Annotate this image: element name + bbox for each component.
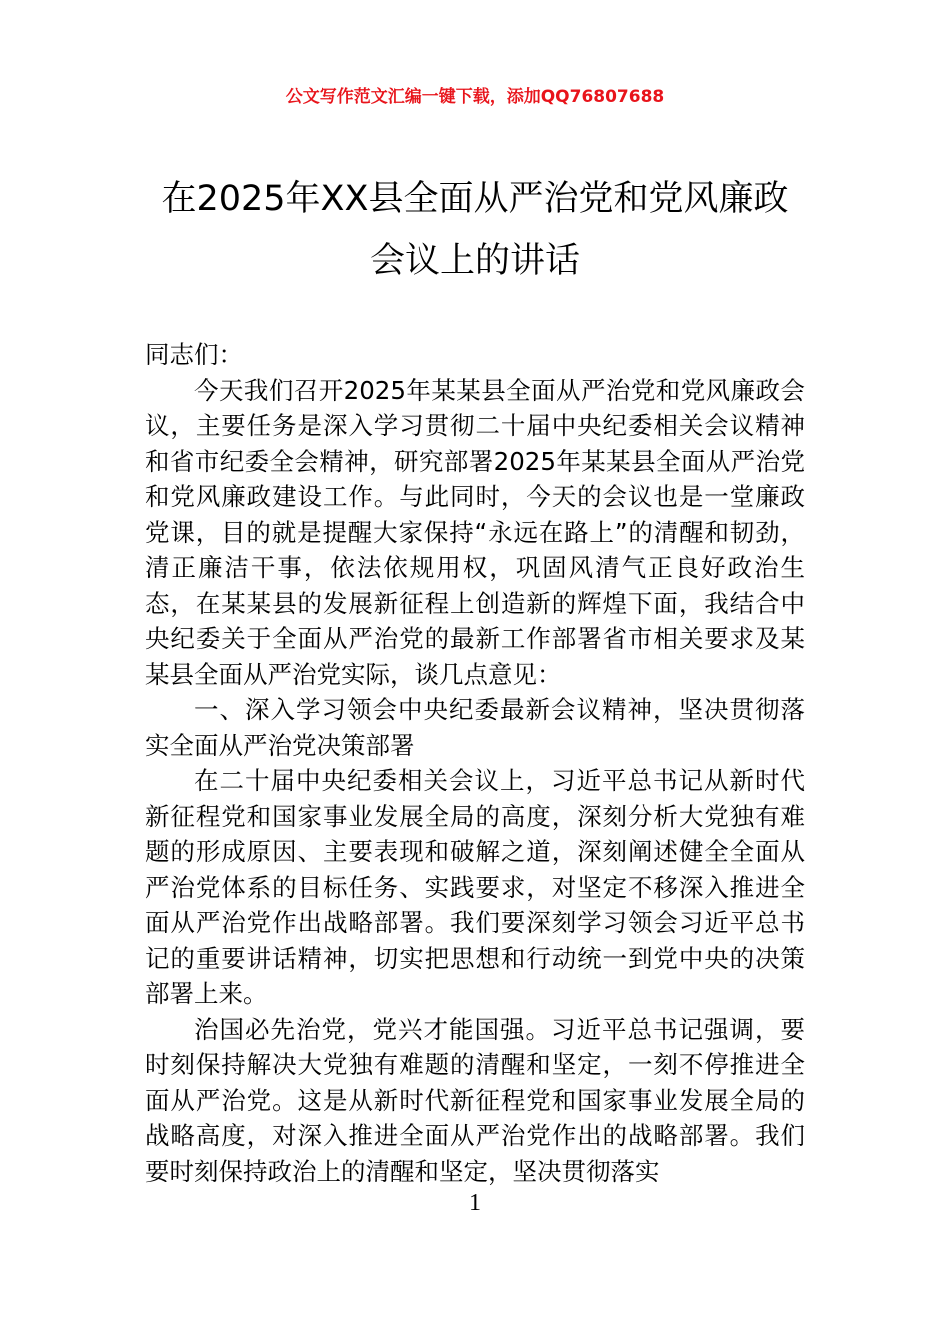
paragraph-intro: 今天我们召开2025年某某县全面从严治党和党风廉政会议，主要任务是深入学习贯彻二十届中央纪委相关会议精神和省市纪委全会精神，研究部署2025年某某县全面从严治党和党风廉政建设工作。与此同时，今天的会议也是一堂廉政党课，目的就是提醒大家保持“永远在路上”的清醒和韧劲，清正廉洁干事，依法依规用权，巩固风清气正良好政治生态，在某某县的发展新征程上创造新的辉煌下面，我结合中央纪委关于全面从严治党的最新工作部署省市相关要求及某某县全面从严治党实际，谈几点意见：: [145, 375, 805, 689]
page-number: 1: [469, 1190, 481, 1216]
document-body: [145, 337, 805, 1189]
document-title: [100, 168, 850, 292]
title-line-2: 会议上的讲话: [369, 241, 580, 281]
paragraph-body: 在二十届中央纪委相关会议上，习近平总书记从新时代新征程党和国家事业发展全局的高度，深刻分析大党独有难题的形成原因、主要表现和破解之道，深刻阐述健全全面从严治党体系的目标任务、实践要求，对坚定不移深入推进全面从严治党作出战略部署。我们要深刻学习领会习近平总书记的重要讲话精神，切实把思想和行动统一到党中央的决策部署上来。: [145, 766, 805, 1008]
salutation: 同志们：: [145, 340, 243, 369]
download-banner: 公文写作范文汇编一键下载，添加QQ76807688: [285, 87, 665, 107]
title-line-1: 在2025年XX县全面从严治党和党风廉政: [161, 179, 789, 219]
paragraph-body: 治国必先治党，党兴才能国强。习近平总书记强调，要时刻保持解决大党独有难题的清醒和坚定，一刻不停推进全面从严治党。这是从新时代新征程党和国家事业发展全局的战略高度，对深入推进全面从严治党作出的战略部署。我们要时刻保持政治上的清醒和坚定，坚决贯彻落实: [145, 1014, 805, 1186]
section-heading-1: 一、深入学习领会中央纪委最新会议精神，坚决贯彻落实全面从严治党决策部署: [145, 695, 805, 760]
